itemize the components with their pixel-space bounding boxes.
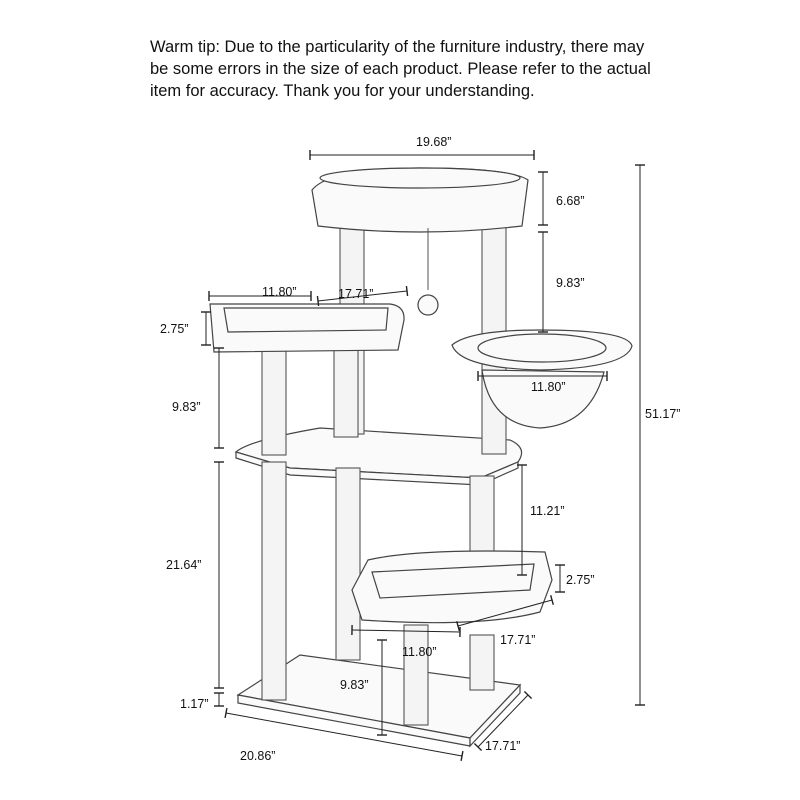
label-left-basket-depth: 17.71”	[338, 287, 374, 301]
label-top-basket-height: 6.68”	[556, 194, 585, 208]
post-bottom-front	[404, 625, 428, 725]
post-lower-middle	[336, 468, 360, 660]
warm-tip-line-3: item for accuracy. Thank you for your understanding.	[150, 82, 535, 100]
label-total-height: 51.17”	[645, 407, 681, 421]
label-lower-basket-width: 11.80”	[402, 645, 437, 659]
label-lower-basket-height: 2.75”	[566, 573, 595, 587]
hanging-bowl	[452, 330, 632, 428]
label-base-thickness: 1.17”	[180, 697, 209, 711]
post-lower-left	[262, 462, 286, 700]
left-upper-basket	[210, 304, 404, 352]
warm-tip-line-1: Warm tip: Due to the particularity of the furniture industry, there may	[150, 38, 645, 56]
warm-tip-line-2: be some errors in the size of each product. Please refer to the actual	[150, 60, 651, 78]
post-left-basket-back	[334, 345, 358, 437]
hanging-toy-ball	[418, 295, 438, 315]
label-left-basket-height: 2.75”	[160, 322, 189, 336]
label-lower-basket-depth: 17.71”	[500, 633, 536, 647]
label-left-basket-width: 11.80”	[262, 285, 297, 299]
label-left-post-height: 9.83”	[172, 400, 201, 414]
label-bottom-post-height: 9.83”	[340, 678, 369, 692]
label-lower-left-post-height: 21.64”	[166, 558, 202, 572]
label-top-width: 19.68”	[416, 135, 452, 149]
label-top-post-height: 9.83”	[556, 276, 585, 290]
cat-tree-structure	[210, 168, 632, 746]
label-bowl-width: 11.80”	[531, 380, 566, 394]
label-right-post-height: 11.21”	[530, 504, 565, 518]
post-left-basket-front	[262, 345, 286, 455]
post-bottom-right	[470, 635, 494, 690]
label-base-width: 20.86”	[240, 749, 276, 763]
label-base-depth: 17.71”	[485, 739, 521, 753]
